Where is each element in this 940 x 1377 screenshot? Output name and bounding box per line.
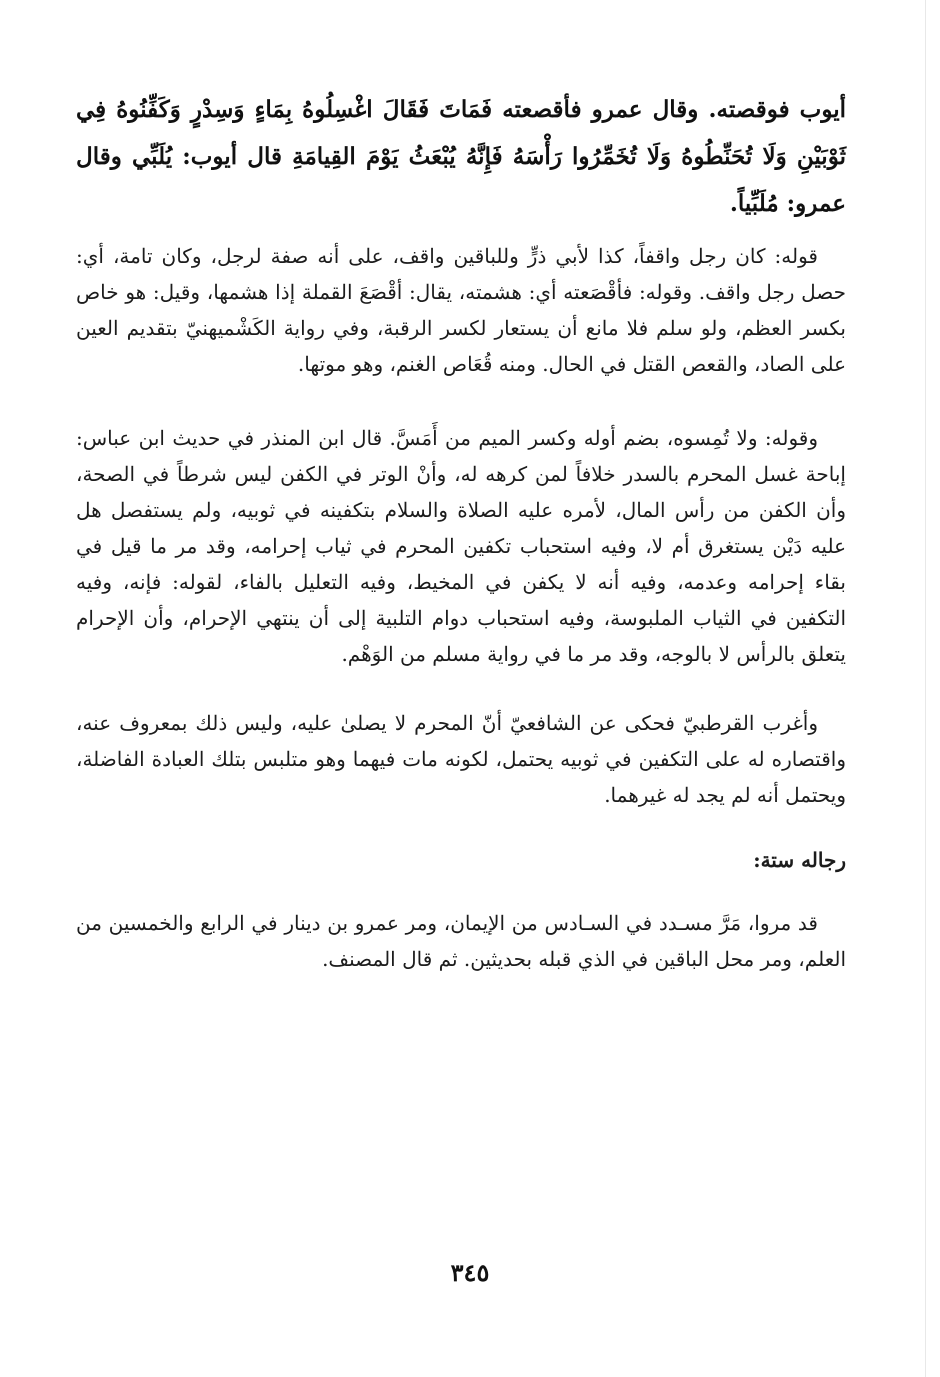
- commentary-paragraph-1: قوله: كان رجل واقفاً، كذا لأبي ذرٍّ وللباقين واقف، على أنه صفة لرجل، وكان تامة، أي: حصل رجل واقف. وقوله: فأقْصَعته أي: هشمته، يقال: أقْصَعَ القملة إذا هشمها، وقيل: هو خاص بكسر العظم، ولو سلم فلا مانع أن يستعار لكسر الرقبة، وفي رواية الكَشْميهنيّ بتقديم العين على الصاد، والقعص القتل في الحال. ومنه قُعَاص الغنم، وهو موتها.: [76, 244, 846, 376]
- page-edge-line: [925, 0, 926, 1377]
- hadith-text: أيوب فوقصته. وقال عمرو فأقصعته فَمَاتَ فَقَالَ اغْسِلُوهُ بِمَاءٍ وَسِدْرٍ وَكَفِّنُوهُ فِي ثَوْبَيْنِ وَلَا تُحَنِّطُوهُ وَلَا تُخَمِّرُوا رَأْسَهُ فَإِنَّهُ يُبْعَثُ يَوْمَ القِيامَةِ قال أيوب: يُلَبِّي وقال عمرو: مُلَبِّياً.: [76, 96, 846, 217]
- narrators-paragraph: قد مروا، مَرَّ مسـدد في السـادس من الإيمان، ومر عمرو بن دينار في الرابع والخمسين من العلم، ومر محل الباقين في الذي قبله بحديثين. ثم قال المصنف.: [76, 911, 846, 971]
- narrators-heading: رجاله ستة:: [753, 848, 846, 872]
- commentary-paragraph-3: وأغرب القرطبيّ فحكى عن الشافعيّ أنّ المحرم لا يصلىٰ عليه، وليس ذلك بمعروف عنه، واقتصاره له على التكفين في ثوبيه يحتمل، لكونه مات فيهما وهو متلبس بتلك العبادة الفاضلة، ويحتمل أنه لم يجد له غيرهما.: [76, 711, 846, 807]
- commentary-paragraph-2: وقوله: ولا تُمِسوه، بضم أوله وكسر الميم من أَمَسَّ. قال ابن المنذر في حديث ابن عباس: إباحة غسل المحرم بالسدر خلافاً لمن كرهه له، وأنْ الوتر في الكفن ليس شرطاً في الصحة، وأن الكفن من رأس المال، لأمره عليه الصلاة والسلام بتكفينه في ثوبيه، ولم يستفصل هل عليه دَيْن يستغرق أم لا، وفيه استحباب تكفين المحرم في ثياب إحرامه، وقد مر ما قيل في بقاء إحرامه وعدمه، وفيه أنه لا يكفن في المخيط، وفيه التعليل بالفاء، لقوله: فإنه، وفيه التكفين في الثياب الملبوسة، وفيه استحباب دوام التلبية إلى أن ينتهي الإحرام، وأن الإحرام يتعلق بالرأس لا بالوجه، وقد مر ما في رواية مسلم من الوَهْم.: [76, 426, 846, 666]
- page-number: ٣٤٥: [450, 1258, 490, 1287]
